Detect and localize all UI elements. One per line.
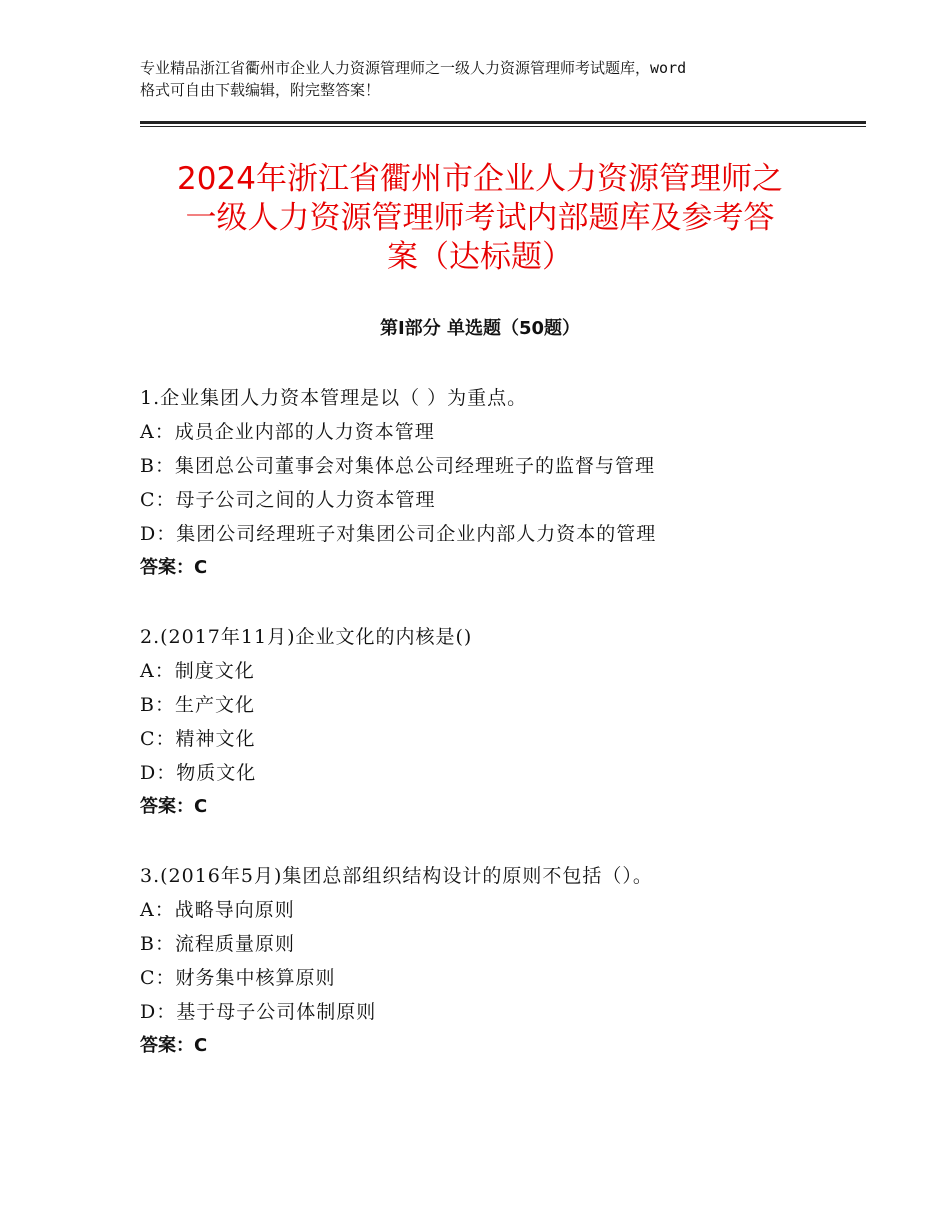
question-1 bbox=[140, 381, 860, 585]
question-stem: 1.企业集团人力资本管理是以（ ）为重点。 bbox=[140, 387, 528, 409]
answer-line: 答案：C bbox=[140, 796, 208, 817]
header-note-line-1: 专业精品浙江省衢州市企业人力资源管理师之一级人力资源管理师考试题库，word bbox=[140, 59, 687, 77]
question-stem: 3.(2016年5月)集团总部组织结构设计的原则不包括（）。 bbox=[140, 865, 653, 887]
option-d: D：基于母子公司体制原则 bbox=[140, 1001, 377, 1023]
section-heading: 第Ⅰ部分 单选题（50题） bbox=[379, 318, 580, 339]
option-d: D：物质文化 bbox=[140, 762, 257, 784]
option-c: C：精神文化 bbox=[140, 728, 256, 750]
document-title-line-2: 一级人力资源管理师考试内部题库及参考答 bbox=[185, 200, 775, 236]
option-c: C：财务集中核算原则 bbox=[140, 967, 336, 989]
answer-line: 答案：C bbox=[140, 1035, 208, 1056]
document-title-line-1: 2024年浙江省衢州市企业人力资源管理师之 bbox=[177, 161, 783, 197]
document-title bbox=[120, 160, 840, 277]
question-3 bbox=[140, 859, 860, 1063]
option-b: B：集团总公司董事会对集体总公司经理班子的监督与管理 bbox=[140, 455, 655, 477]
question-2 bbox=[140, 620, 860, 824]
option-b: B：流程质量原则 bbox=[140, 933, 295, 955]
option-c: C：母子公司之间的人力资本管理 bbox=[140, 489, 436, 511]
header-note-line-2: 格式可自由下载编辑，附完整答案！ bbox=[140, 81, 381, 99]
option-b: B：生产文化 bbox=[140, 694, 255, 716]
option-a: A：战略导向原则 bbox=[140, 899, 295, 921]
answer-line: 答案：C bbox=[140, 557, 208, 578]
option-a: A：成员企业内部的人力资本管理 bbox=[140, 421, 435, 443]
header-divider-thin bbox=[140, 126, 866, 127]
option-a: A：制度文化 bbox=[140, 660, 255, 682]
document-title-line-3: 案（达标题） bbox=[387, 239, 573, 275]
header-divider-thick bbox=[140, 121, 866, 124]
header-note bbox=[140, 57, 840, 101]
option-d: D：集团公司经理班子对集团公司企业内部人力资本的管理 bbox=[140, 523, 657, 545]
question-stem: 2.(2017年11月)企业文化的内核是() bbox=[140, 626, 473, 648]
